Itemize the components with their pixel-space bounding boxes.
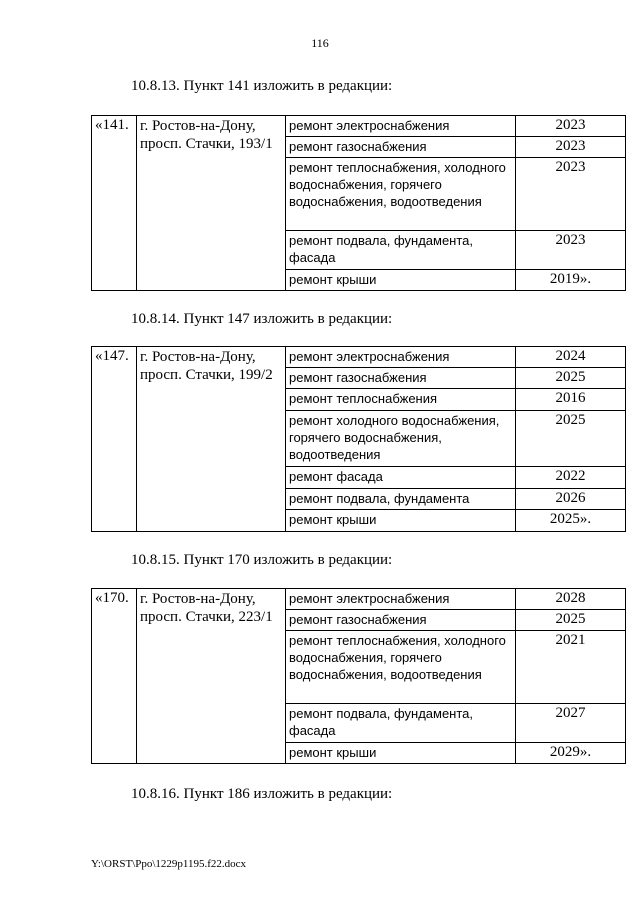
- section-heading: 10.8.13. Пункт 141 изложить в редакции:: [131, 78, 393, 94]
- section-heading: 10.8.16. Пункт 186 изложить в редакции:: [131, 786, 393, 802]
- work-cell: ремонт теплоснабжения, холодного водоснабжения, горячего водоснабжения, водоотведения: [286, 631, 516, 704]
- year-cell: 2023: [516, 137, 626, 158]
- year-cell: 2021: [516, 631, 626, 704]
- work-cell: ремонт электроснабжения: [286, 347, 516, 368]
- work-cell: ремонт газоснабжения: [286, 368, 516, 389]
- work-cell: ремонт газоснабжения: [286, 137, 516, 158]
- year-cell: 2029».: [516, 743, 626, 764]
- year-cell: 2026: [516, 489, 626, 510]
- year-cell: 2022: [516, 467, 626, 489]
- item-number: «147.: [92, 347, 137, 532]
- item-number: «170.: [92, 589, 137, 764]
- work-cell: ремонт фасада: [286, 467, 516, 489]
- file-path-footer: Y:\ORST\Ppo\1229p1195.f22.docx: [91, 858, 247, 870]
- page-number: 116: [311, 36, 329, 50]
- year-cell: 2024: [516, 347, 626, 368]
- year-cell: 2019».: [516, 270, 626, 291]
- year-cell: 2027: [516, 704, 626, 743]
- work-cell: ремонт теплоснабжения: [286, 389, 516, 411]
- work-cell: ремонт газоснабжения: [286, 610, 516, 631]
- work-cell: ремонт холодного водоснабжения, горячего водоснабжения, водоотведения: [286, 411, 516, 467]
- year-cell: 2023: [516, 116, 626, 137]
- item-number: «141.: [92, 116, 137, 291]
- work-cell: ремонт подвала, фундамента, фасада: [286, 704, 516, 743]
- year-cell: 2028: [516, 589, 626, 610]
- work-cell: ремонт электроснабжения: [286, 589, 516, 610]
- work-cell: ремонт подвала, фундамента, фасада: [286, 231, 516, 270]
- amendment-table: [91, 115, 626, 291]
- work-cell: ремонт электроснабжения: [286, 116, 516, 137]
- year-cell: 2025: [516, 368, 626, 389]
- amendment-table: [91, 588, 626, 764]
- section-heading: 10.8.15. Пункт 170 изложить в редакции:: [131, 552, 393, 568]
- work-cell: ремонт подвала, фундамента: [286, 489, 516, 510]
- section-heading: 10.8.14. Пункт 147 изложить в редакции:: [131, 311, 393, 327]
- work-cell: ремонт теплоснабжения, холодного водоснабжения, горячего водоснабжения, водоотведения: [286, 158, 516, 231]
- year-cell: 2025: [516, 610, 626, 631]
- work-cell: ремонт крыши: [286, 743, 516, 764]
- item-address: г. Ростов-на-Дону, просп. Стачки, 193/1: [137, 116, 286, 291]
- work-cell: ремонт крыши: [286, 510, 516, 532]
- year-cell: 2025: [516, 411, 626, 467]
- year-cell: 2023: [516, 231, 626, 270]
- amendment-table: [91, 346, 626, 532]
- year-cell: 2023: [516, 158, 626, 231]
- year-cell: 2025».: [516, 510, 626, 532]
- item-address: г. Ростов-на-Дону, просп. Стачки, 223/1: [137, 589, 286, 764]
- work-cell: ремонт крыши: [286, 270, 516, 291]
- year-cell: 2016: [516, 389, 626, 411]
- item-address: г. Ростов-на-Дону, просп. Стачки, 199/2: [137, 347, 286, 532]
